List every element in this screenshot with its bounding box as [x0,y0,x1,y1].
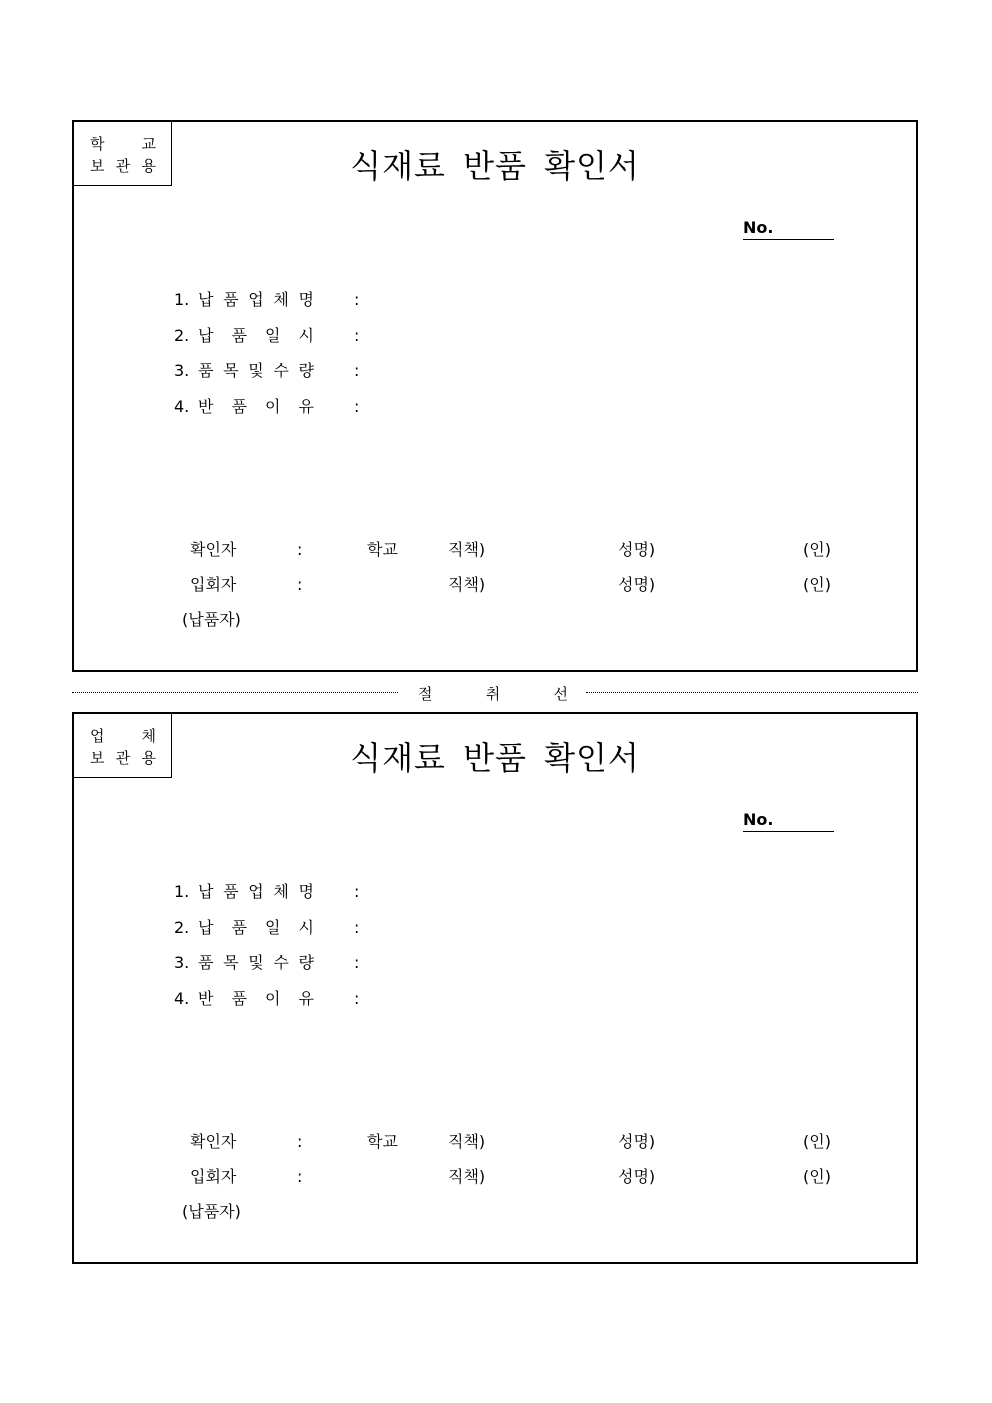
witness-label: 입회자 [190,1167,237,1186]
witness-stamp: (인) [803,575,831,594]
item-colon: : [354,917,360,937]
item-number: 3. [174,361,190,380]
item-label [198,288,314,312]
witness-colon: : [297,575,303,594]
witness-colon: : [297,1167,303,1186]
copy-tag-char: 학 [90,135,105,153]
item-label-char: 품 [231,396,247,416]
item-label-char: 체 [273,882,289,901]
form-title: 식재료 반품 확인서 [350,147,640,185]
confirmer-stamp: (인) [803,1132,831,1151]
item-label-char: 반 [198,988,214,1008]
witness-sub-label: (납품자) [182,1202,241,1221]
item-number: 2. [174,325,190,345]
item-label-char: 시 [298,325,314,345]
item-label-char: 업 [248,290,264,309]
item-product-quantity [174,359,434,395]
item-label-char: 목 [223,953,239,972]
witness-sub-row [74,1200,916,1224]
item-label-char: 품 [223,290,239,309]
item-label [198,951,314,975]
copy-tag-char: 보 [90,749,105,767]
document-number-field[interactable]: No. [743,810,834,832]
cut-line [72,682,918,704]
confirmer-school: 학교 [367,540,398,559]
item-colon: : [354,882,360,901]
item-delivery-date [174,324,434,360]
confirmer-row [74,538,916,562]
witness-position: 직책) [448,1167,486,1186]
cut-line-dots-right [586,692,918,693]
cut-line-char: 선 [553,684,568,703]
item-label-char: 품 [198,953,214,972]
item-label-char: 및 [248,953,264,972]
item-label-char: 일 [265,325,281,345]
item-return-reason [174,395,434,431]
receipt-form-school-copy [72,120,918,672]
item-colon: : [354,325,360,345]
item-label-char: 량 [298,361,314,380]
witness-label: 입회자 [190,575,237,594]
witness-position: 직책) [448,575,486,594]
cut-line-dots-left [72,692,398,693]
witness-name: 성명) [618,575,656,594]
item-number: 1. [174,882,190,901]
item-colon: : [354,988,360,1008]
item-label [198,395,314,419]
item-colon: : [354,953,360,972]
item-label-char: 반 [198,396,214,416]
item-label [198,359,314,383]
copy-tag-char: 교 [141,135,156,153]
item-label-char: 명 [298,290,314,309]
document-number-field[interactable]: No. [743,218,834,240]
item-number: 2. [174,917,190,937]
item-label-char: 시 [298,917,314,937]
item-label [198,916,314,940]
confirmer-name: 성명) [618,540,656,559]
item-label-char: 이 [265,988,281,1008]
copy-tag-char: 보 [90,157,105,175]
item-label-char: 납 [198,325,214,345]
item-label-char: 유 [298,396,314,416]
item-label-char: 품 [231,325,247,345]
item-label [198,987,314,1011]
item-colon: : [354,290,360,309]
copy-tag-char: 용 [141,749,156,767]
item-delivery-date [174,916,434,952]
confirmer-row [74,1130,916,1154]
cut-line-char: 절 [418,684,433,703]
item-label-char: 품 [198,361,214,380]
item-label-char: 납 [198,917,214,937]
witness-row [74,573,916,597]
item-colon: : [354,396,360,416]
confirmer-label: 확인자 [190,540,237,559]
item-label-char: 및 [248,361,264,380]
item-label-char: 명 [298,882,314,901]
item-label-char: 납 [198,882,214,901]
item-list [174,288,434,430]
item-label-char: 량 [298,953,314,972]
confirmer-position: 직책) [448,1132,486,1151]
item-label-char: 수 [273,361,289,380]
cut-line-char: 취 [485,684,501,703]
item-return-reason [174,987,434,1023]
item-supplier-name [174,880,434,916]
copy-tag-char: 업 [90,727,105,745]
confirmer-label: 확인자 [190,1132,237,1151]
confirmer-colon: : [297,540,303,559]
cut-line-label [418,682,568,704]
item-product-quantity [174,951,434,987]
copy-tag-char: 관 [115,749,131,767]
item-label-char: 품 [231,988,247,1008]
item-label [198,324,314,348]
copy-tag-char: 체 [141,727,156,745]
item-label-char: 일 [265,917,281,937]
item-label-char: 수 [273,953,289,972]
witness-sub-row [74,608,916,632]
receipt-form-supplier-copy [72,712,918,1264]
confirmer-colon: : [297,1132,303,1151]
copy-tag-char: 관 [115,157,131,175]
item-label-char: 납 [198,290,214,309]
item-number: 3. [174,953,190,972]
item-number: 4. [174,988,190,1008]
item-label-char: 이 [265,396,281,416]
item-number: 4. [174,396,190,416]
confirmer-name: 성명) [618,1132,656,1151]
item-supplier-name [174,288,434,324]
item-list [174,880,434,1022]
witness-row [74,1165,916,1189]
item-label-char: 목 [223,361,239,380]
item-label-char: 유 [298,988,314,1008]
item-label-char: 업 [248,882,264,901]
item-label [198,880,314,904]
item-number: 1. [174,290,190,309]
form-title: 식재료 반품 확인서 [350,739,640,777]
item-colon: : [354,361,360,380]
item-label-char: 품 [231,917,247,937]
confirmer-position: 직책) [448,540,486,559]
witness-sub-label: (납품자) [182,610,241,629]
witness-name: 성명) [618,1167,656,1186]
item-label-char: 품 [223,882,239,901]
witness-stamp: (인) [803,1167,831,1186]
confirmer-school: 학교 [367,1132,398,1151]
confirmer-stamp: (인) [803,540,831,559]
copy-tag-char: 용 [141,157,156,175]
item-label-char: 체 [273,290,289,309]
